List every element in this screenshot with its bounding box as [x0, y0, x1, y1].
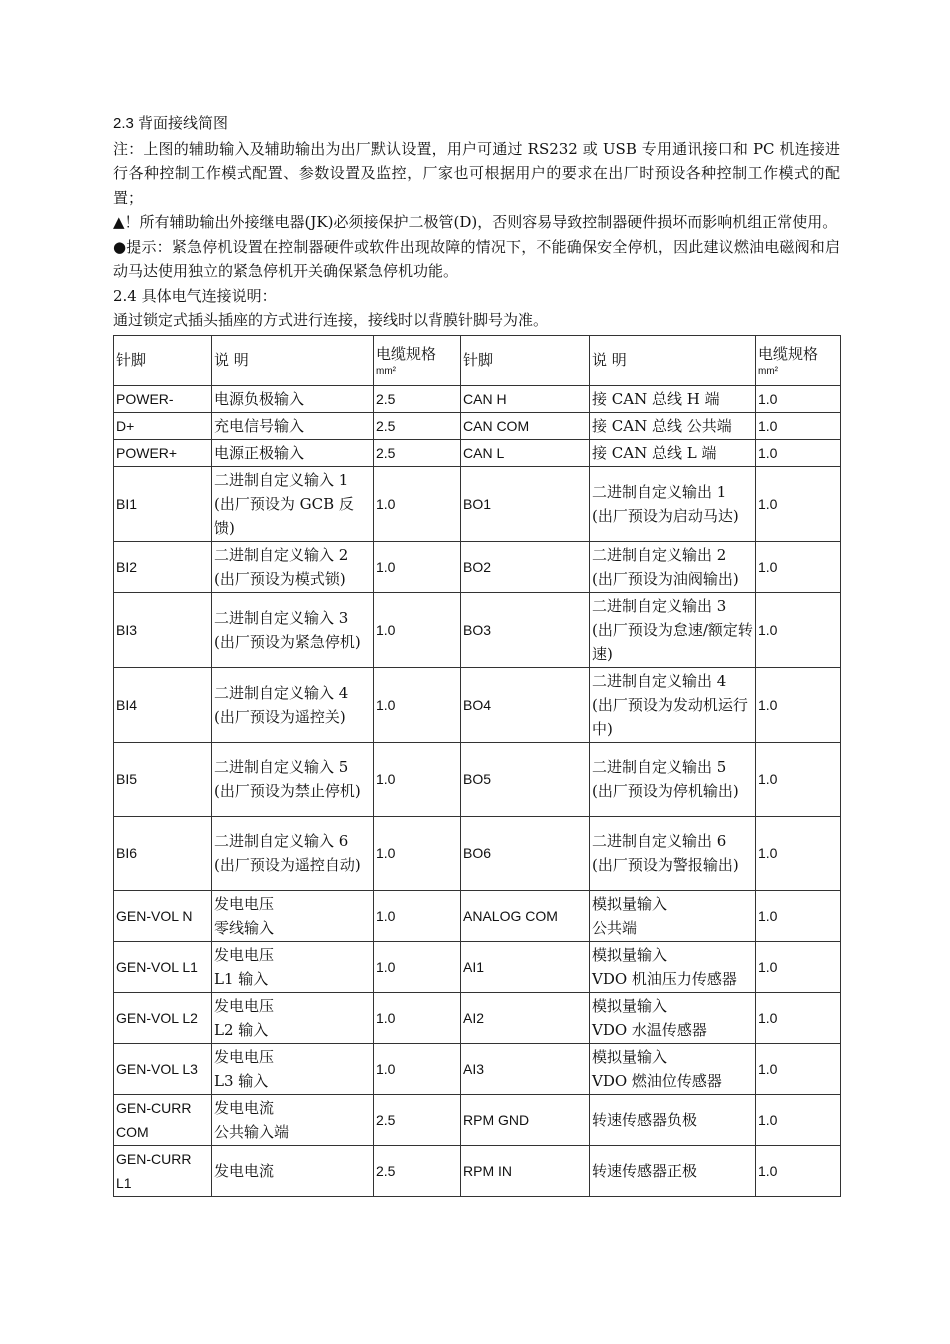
spec-left-cell: 1.0 [374, 1043, 461, 1094]
desc-right-cell: 模拟量输入 VDO 机油压力传感器 [590, 941, 756, 992]
desc-right-cell: 模拟量输入 VDO 燃油位传感器 [590, 1043, 756, 1094]
spec-left-cell: 1.0 [374, 742, 461, 816]
pin-left-cell: BI3 [114, 592, 212, 667]
spec-right-cell: 1.0 [756, 592, 841, 667]
table-row [114, 439, 841, 466]
pin-right-cell: AI1 [461, 941, 590, 992]
desc-left-cell: 二进制自定义输入 2 (出厂预设为模式锁) [212, 541, 374, 592]
header-pin-right: 针脚 [461, 335, 590, 385]
spec-right-cell: 1.0 [756, 816, 841, 890]
document-page [113, 112, 840, 1197]
table-header-row [114, 335, 841, 385]
pin-left-cell: GEN-VOL L3 [114, 1043, 212, 1094]
desc-left-cell: 发电电流 [212, 1145, 374, 1196]
desc-right-cell: 转速传感器正极 [590, 1145, 756, 1196]
pin-left-cell: POWER+ [114, 439, 212, 466]
pin-left-cell: BI4 [114, 667, 212, 742]
spec-right-cell: 1.0 [756, 385, 841, 412]
desc-right-cell: 接 CAN 总线 L 端 [590, 439, 756, 466]
desc-right-cell: 二进制自定义输出 6 (出厂预设为警报输出) [590, 816, 756, 890]
pin-left-cell: BI2 [114, 541, 212, 592]
desc-right-cell: 转速传感器负极 [590, 1094, 756, 1145]
pin-left-cell: GEN-CURR COM [114, 1094, 212, 1145]
table-row [114, 742, 841, 816]
section-2-4-title: 2.4 具体电气连接说明： [113, 286, 277, 305]
pin-right-cell: ANALOG COM [461, 890, 590, 941]
pin-right-cell: RPM IN [461, 1145, 590, 1196]
pin-right-cell: BO3 [461, 592, 590, 667]
wiring-table [113, 335, 841, 1197]
table-row [114, 541, 841, 592]
desc-left-cell: 电源负极输入 [212, 385, 374, 412]
spec-left-cell: 1.0 [374, 541, 461, 592]
pin-left-cell: GEN-CURR L1 [114, 1145, 212, 1196]
table-row [114, 466, 841, 541]
desc-right-cell: 二进制自定义输出 3 (出厂预设为怠速/额定转速) [590, 592, 756, 667]
desc-left-cell: 充电信号输入 [212, 412, 374, 439]
header-spec-label: 电缆规格 [376, 345, 437, 363]
spec-left-cell: 1.0 [374, 667, 461, 742]
pin-right-cell: AI2 [461, 992, 590, 1043]
desc-left-cell: 二进制自定义输入 5 (出厂预设为禁止停机) [212, 742, 374, 816]
spec-left-cell: 2.5 [374, 1094, 461, 1145]
header-spec-unit: mm² [376, 366, 396, 377]
section-2-4-intro: 通过锁定式插头插座的方式进行连接，接线时以背膜针脚号为准。 [113, 311, 549, 329]
desc-left-cell: 电源正极输入 [212, 439, 374, 466]
spec-left-cell: 2.5 [374, 439, 461, 466]
note-paragraph: 注：上图的辅助输入及辅助输出为出厂默认设置，用户可通过 RS232 或 USB 专用通讯接口和 PC 机连接进行各种控制工作模式配置、参数设置及监控，厂家也可根据用户的要求在出厂时预设各种控制工作模式的配置； [113, 139, 840, 207]
pin-right-cell: BO5 [461, 742, 590, 816]
pin-right-cell: CAN COM [461, 412, 590, 439]
tip-paragraph: ●提示：紧急停机设置在控制器硬件或软件出现故障的情况下，不能确保安全停机，因此建议燃油电磁阀和启动马达使用独立的紧急停机开关确保紧急停机功能。 [113, 237, 840, 280]
spec-right-cell: 1.0 [756, 1145, 841, 1196]
desc-left-cell: 二进制自定义输入 1 (出厂预设为 GCB 反馈) [212, 466, 374, 541]
pin-right-cell: AI3 [461, 1043, 590, 1094]
spec-right-cell: 1.0 [756, 1094, 841, 1145]
spec-right-cell: 1.0 [756, 412, 841, 439]
header-spec-label: 电缆规格 [758, 345, 819, 363]
desc-right-cell: 二进制自定义输出 4 (出厂预设为发动机运行中) [590, 667, 756, 742]
pin-right-cell: BO4 [461, 667, 590, 742]
spec-right-cell: 1.0 [756, 667, 841, 742]
desc-right-cell: 模拟量输入 公共端 [590, 890, 756, 941]
desc-left-cell: 发电电流 公共输入端 [212, 1094, 374, 1145]
table-row [114, 1043, 841, 1094]
table-row [114, 412, 841, 439]
table-row [114, 816, 841, 890]
pin-right-cell: BO1 [461, 466, 590, 541]
spec-right-cell: 1.0 [756, 992, 841, 1043]
desc-right-cell: 接 CAN 总线 公共端 [590, 412, 756, 439]
table-row [114, 1145, 841, 1196]
table-row [114, 992, 841, 1043]
pin-right-cell: CAN L [461, 439, 590, 466]
desc-right-cell: 模拟量输入 VDO 水温传感器 [590, 992, 756, 1043]
pin-right-cell: RPM GND [461, 1094, 590, 1145]
desc-left-cell: 发电电压 L2 输入 [212, 992, 374, 1043]
desc-left-cell: 发电电压 零线输入 [212, 890, 374, 941]
pin-left-cell: GEN-VOL N [114, 890, 212, 941]
desc-left-cell: 二进制自定义输入 6 (出厂预设为遥控自动) [212, 816, 374, 890]
pin-right-cell: BO6 [461, 816, 590, 890]
desc-right-cell: 二进制自定义输出 5 (出厂预设为停机输出) [590, 742, 756, 816]
table-row [114, 941, 841, 992]
table-row [114, 1094, 841, 1145]
pin-left-cell: BI6 [114, 816, 212, 890]
desc-right-cell: 二进制自定义输出 1 (出厂预设为启动马达) [590, 466, 756, 541]
spec-left-cell: 2.5 [374, 412, 461, 439]
header-spec-right [756, 335, 841, 385]
spec-left-cell: 2.5 [374, 385, 461, 412]
header-spec-unit: mm² [758, 366, 778, 377]
pin-right-cell: CAN H [461, 385, 590, 412]
pin-left-cell: D+ [114, 412, 212, 439]
spec-right-cell: 1.0 [756, 890, 841, 941]
spec-right-cell: 1.0 [756, 466, 841, 541]
spec-left-cell: 2.5 [374, 1145, 461, 1196]
pin-left-cell: GEN-VOL L1 [114, 941, 212, 992]
table-row [114, 385, 841, 412]
spec-right-cell: 1.0 [756, 742, 841, 816]
table-row [114, 592, 841, 667]
pin-left-cell: BI5 [114, 742, 212, 816]
spec-right-cell: 1.0 [756, 439, 841, 466]
table-row [114, 890, 841, 941]
desc-left-cell: 二进制自定义输入 4 (出厂预设为遥控关) [212, 667, 374, 742]
pin-left-cell: BI1 [114, 466, 212, 541]
header-spec-left [374, 335, 461, 385]
spec-right-cell: 1.0 [756, 941, 841, 992]
table-row [114, 667, 841, 742]
spec-left-cell: 1.0 [374, 941, 461, 992]
pin-right-cell: BO2 [461, 541, 590, 592]
header-pin-left: 针脚 [114, 335, 212, 385]
spec-right-cell: 1.0 [756, 541, 841, 592]
spec-right-cell: 1.0 [756, 1043, 841, 1094]
table-body [114, 385, 841, 1196]
section-2-3-title: 2.3 背面接线简图 [113, 115, 229, 132]
spec-left-cell: 1.0 [374, 992, 461, 1043]
spec-left-cell: 1.0 [374, 466, 461, 541]
spec-left-cell: 1.0 [374, 592, 461, 667]
desc-right-cell: 接 CAN 总线 H 端 [590, 385, 756, 412]
spec-left-cell: 1.0 [374, 890, 461, 941]
desc-left-cell: 发电电压 L3 输入 [212, 1043, 374, 1094]
desc-left-cell: 二进制自定义输入 3 (出厂预设为紧急停机) [212, 592, 374, 667]
warning-paragraph: ▲！所有辅助输出外接继电器(JK)必须接保护二极管(D)，否则容易导致控制器硬件损坏而影响机组正常使用。 [113, 213, 838, 231]
desc-right-cell: 二进制自定义输出 2 (出厂预设为油阀输出) [590, 541, 756, 592]
pin-left-cell: POWER- [114, 385, 212, 412]
desc-left-cell: 发电电压 L1 输入 [212, 941, 374, 992]
spec-left-cell: 1.0 [374, 816, 461, 890]
pin-left-cell: GEN-VOL L2 [114, 992, 212, 1043]
header-desc-right: 说 明 [590, 335, 756, 385]
header-desc-left: 说 明 [212, 335, 374, 385]
